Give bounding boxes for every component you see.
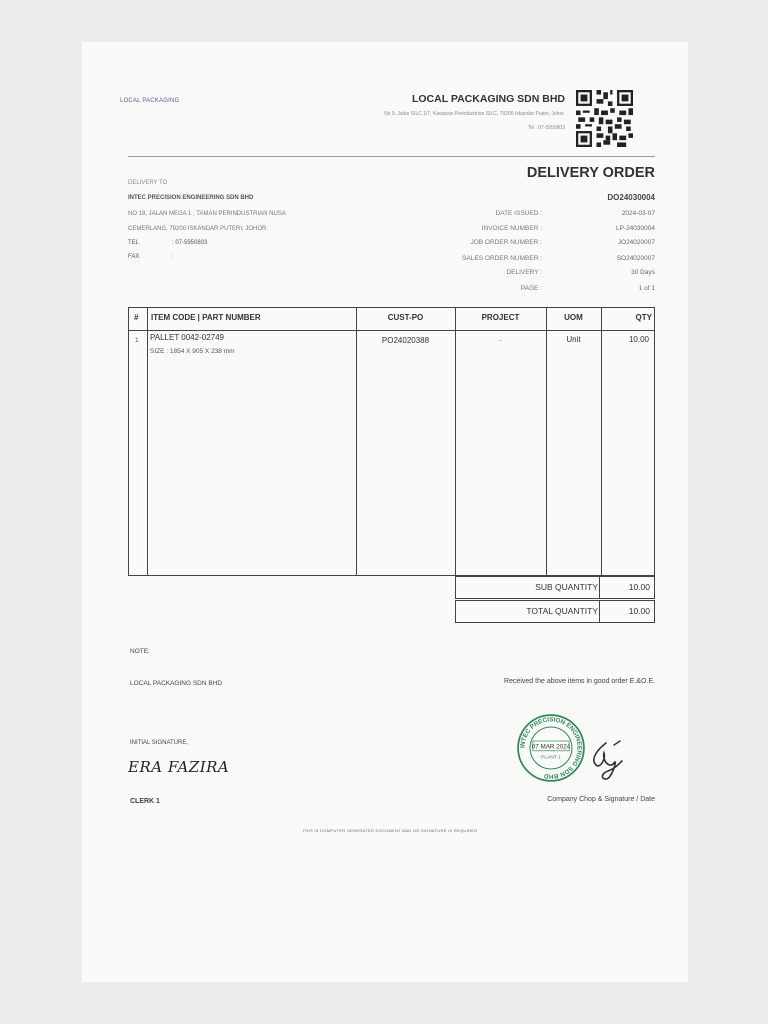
clerk-label: CLERK 1: [130, 798, 160, 805]
row-qty: 10.00: [628, 335, 649, 344]
signature-name: ERA FAZIRA: [128, 758, 230, 776]
issuer-company: LOCAL PACKAGING SDN BHD: [130, 680, 223, 687]
fax-label: FAX: [128, 254, 140, 260]
stamp-text: INTEC PRECISION ENGINEERING SDN BHD: [519, 716, 583, 780]
sub-quantity-box: [455, 576, 655, 599]
meta-sales-order-number: [400, 255, 655, 269]
sub-quantity-label: SUB QUANTITY: [535, 582, 598, 592]
customer-address-line1: NO 18, JALAN MEGA 1 , TAMAN PERINDUSTRIAN NUSA: [128, 211, 286, 217]
total-quantity-label: TOTAL QUANTITY: [526, 606, 598, 616]
initial-signature-label: INITIAL SIGNATURE,: [130, 740, 189, 746]
company-tel: Tel : 07-5950803: [527, 125, 565, 131]
total-quantity-box: [455, 600, 655, 623]
meta-value: 2024-03-07: [621, 210, 655, 217]
stamp-date: 07 MAR 2024: [531, 743, 571, 751]
row-uom: Unit: [566, 335, 581, 344]
meta-label: DATE ISSUED :: [495, 210, 542, 217]
company-name: LOCAL PACKAGING SDN BHD: [411, 93, 565, 105]
meta-date-issued: [400, 210, 655, 224]
meta-page: [400, 285, 655, 299]
col-header-cust-po: CUST-PO: [387, 313, 424, 322]
handwritten-signature-icon: [584, 735, 629, 785]
fax-value: :: [172, 254, 174, 260]
note-label: NOTE:: [130, 648, 150, 655]
company-chop-label: Company Chop & Signature / Date: [547, 796, 655, 803]
stamp-plant: PLANT 1: [541, 755, 561, 761]
disclaimer-text: THIS IS COMPUTER GENERATED DOCUMENT AND NO SIGNATURE IS REQUIRED: [302, 828, 478, 833]
customer-name: INTEC PRECISION ENGINEERING SDN BHD: [128, 195, 254, 201]
meta-label: JOB ORDER NUMBER :: [470, 239, 542, 246]
col-header-project: PROJECT: [481, 313, 520, 322]
document-title: DELIVERY ORDER: [526, 165, 655, 181]
meta-label: INVOICE NUMBER :: [481, 225, 542, 232]
col-header-num: #: [134, 313, 139, 322]
meta-label: SALES ORDER NUMBER :: [462, 255, 542, 262]
header-divider: [128, 156, 655, 157]
meta-value: 30 Days: [631, 269, 655, 276]
meta-label: PAGE :: [520, 285, 542, 292]
document-number: DO24030004: [607, 193, 655, 202]
customer-address-line2: CEMERLANG, 79200 ISKANDAR PUTERI, JOHOR.: [128, 226, 269, 232]
meta-value: LP-24030004: [615, 225, 655, 232]
company-address: No 9, Jalan SILC 1/7, Kawasan Perindustrian SILC, 79200 Iskandar Puteri, Johor.: [384, 111, 565, 117]
row-item-code: PALLET 0042-02749: [150, 333, 224, 342]
row-item-size: SIZE : 1854 X 905 X 238 mm: [150, 348, 235, 355]
tel-label: TEL: [128, 240, 140, 246]
meta-value: JO24020007: [617, 239, 655, 246]
delivery-to-label: DELIVERY TO: [128, 180, 168, 186]
items-table: [128, 307, 655, 576]
received-statement: Received the above items in good order E.&O.E.: [504, 678, 655, 685]
company-logo: LOCAL PACKAGING: [120, 98, 180, 104]
meta-invoice-number: [400, 225, 655, 239]
meta-value: 1 of 1: [638, 285, 655, 292]
row-num: 1: [135, 337, 139, 344]
meta-value: SO24020007: [616, 255, 655, 262]
tel-value: : 07-5950803: [172, 240, 208, 246]
meta-label: DELIVERY :: [506, 269, 542, 276]
total-quantity-value: 10.00: [628, 606, 650, 616]
col-header-item: ITEM CODE | PART NUMBER: [151, 313, 261, 322]
row-cust-po: PO24020388: [381, 336, 430, 345]
sub-quantity-value: 10.00: [628, 582, 650, 592]
company-stamp: [516, 713, 586, 783]
qr-code-icon: [576, 90, 633, 147]
col-header-qty: QTY: [635, 313, 652, 322]
col-header-uom: UOM: [564, 313, 583, 322]
row-project: -: [499, 337, 502, 344]
meta-delivery: [400, 269, 655, 283]
meta-job-order-number: [400, 239, 655, 253]
